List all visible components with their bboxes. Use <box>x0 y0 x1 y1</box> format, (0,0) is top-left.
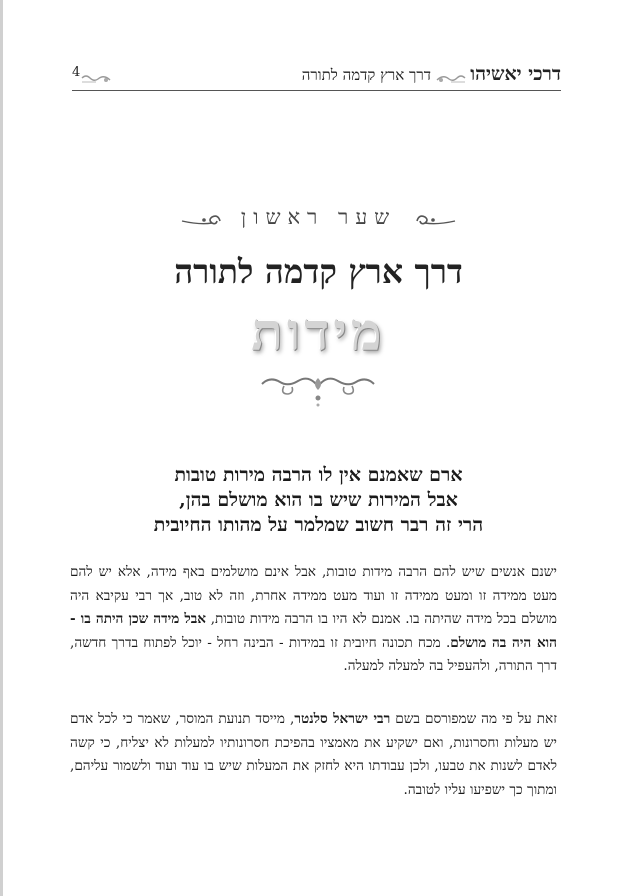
header-ornament-icon <box>435 69 467 88</box>
chapter-running-title: דרך ארץ קדמה לתורה <box>301 66 431 84</box>
scroll-ornament-icon <box>180 211 224 231</box>
scroll-ornament-icon <box>413 211 457 231</box>
header-rule <box>72 90 561 91</box>
body-text: , מייסד תנועת המוסר, שאמר כי לכל אדם יש מעלות וחסרונות, ואם ישקיע את מאמציו בהפיכת חסרונותיו למעלות לא יצליח, כי קשה לאדם לשנות את טבעו, ולכן עבודתו היא לחזק את המעלות שיש בו עוד ועוד ולשמור עליהם, ומתוך כך ישפיעו עליו לטובה. <box>70 711 557 798</box>
body-paragraph <box>70 561 557 679</box>
running-header <box>72 63 561 89</box>
body-emphasis: אבל מידה שכן היתה בו - הוא היה בה מושלם <box>70 611 557 651</box>
book-title: דרכי יאשיהו <box>470 63 561 85</box>
body-text: ישנם אנשים שיש להם הרבה מידות טובות, אבל אינם מושלמים באף מידה, אלא יש להם מעט ממידה זו ומעט ממידה זו ועוד מעט ממידה אחרת, וזה לא טוב, אך רבי עקיבא היה מושלם בכל מידה שהיתה בו. אמנם לא היו בו הרבה מידות טובות, <box>70 564 557 627</box>
chapter-title: דרך ארץ קדמה לתורה <box>174 252 463 291</box>
page-number: 4 <box>72 65 81 80</box>
gate-title: שער ראשון <box>240 205 397 229</box>
gate-heading-row <box>0 205 637 235</box>
lead-line: הרי זה רבר חשוב שמלמר על מהותו החיובית <box>153 514 484 536</box>
topic-title: מידות <box>251 302 386 363</box>
lead-statement <box>95 463 542 538</box>
body-text: . מכח תכונה חיובית זו במידות - הבינה רחל - יוכל לפתוח בדרך חדשה, דרך התורה, ולהעפיל בה למעלה למעלה. <box>70 634 557 674</box>
lead-line: ארם שאמנם אין לו הרבה מירות טובות <box>174 464 463 486</box>
flourish-ornament-icon <box>258 370 378 414</box>
lead-line: אבל המירות שיש בו הוא מושלם בהן, <box>179 489 458 511</box>
body-emphasis: רבי ישראל סלנטר <box>294 711 391 727</box>
body-paragraph <box>70 708 557 802</box>
body-text: זאת על פי מה שמפורסם בשם <box>390 711 557 727</box>
page-edge <box>0 0 3 896</box>
header-ornament-icon <box>80 69 112 88</box>
